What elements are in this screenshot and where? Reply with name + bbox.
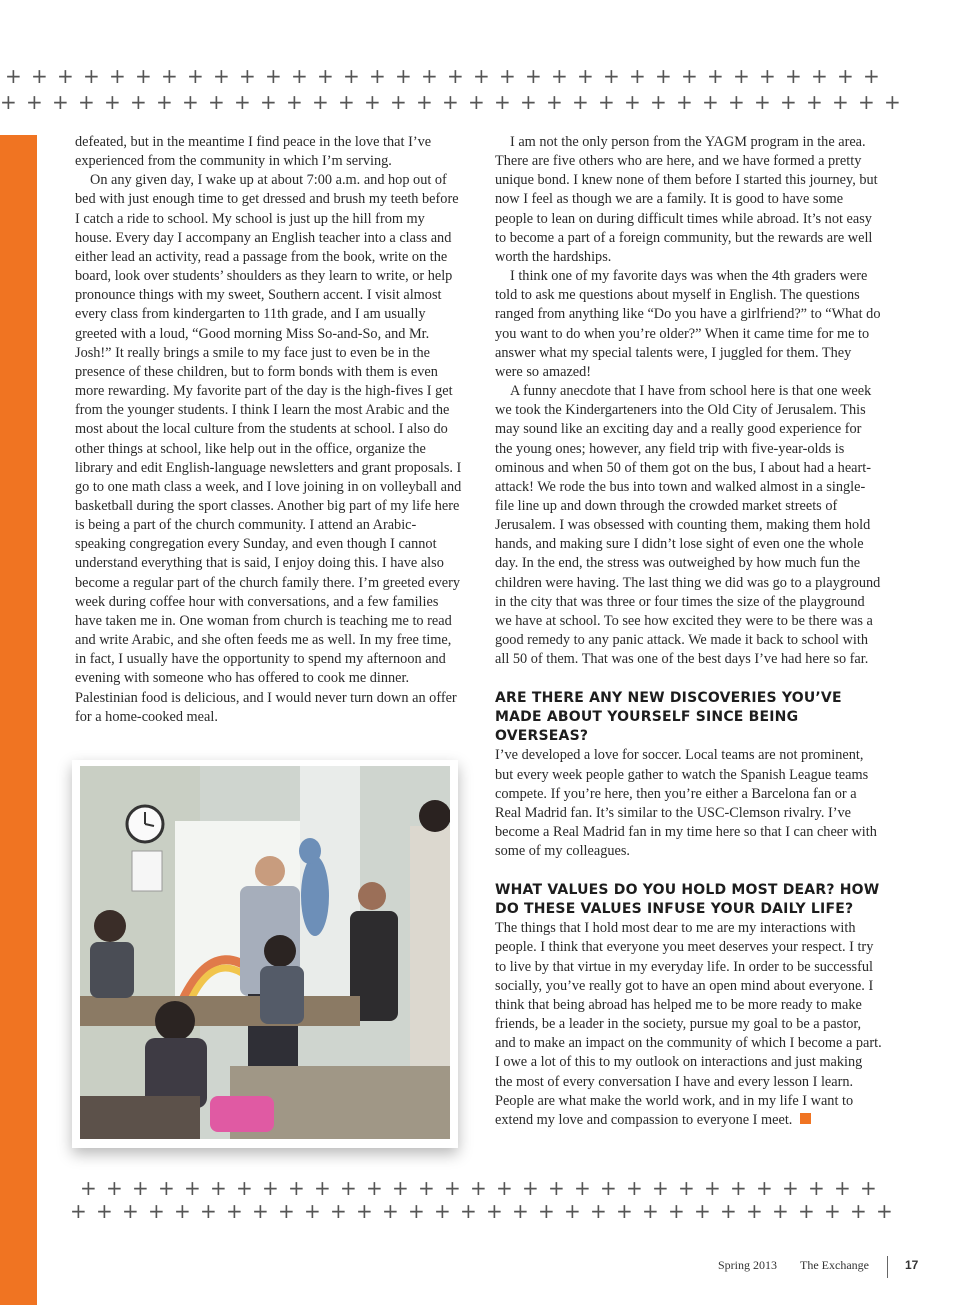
- plus-glyph: +: [288, 1178, 305, 1198]
- plus-glyph: +: [785, 66, 802, 86]
- plus-glyph: +: [486, 1201, 503, 1221]
- plus-glyph: +: [780, 92, 797, 112]
- plus-glyph: +: [772, 1201, 789, 1221]
- article-left-column: [75, 133, 462, 727]
- plus-glyph: +: [832, 92, 849, 112]
- plus-glyph: +: [5, 66, 22, 86]
- plus-glyph: +: [603, 66, 620, 86]
- plus-glyph: +: [130, 92, 147, 112]
- plus-glyph: +: [421, 66, 438, 86]
- plus-glyph: +: [655, 66, 672, 86]
- plus-glyph: +: [494, 92, 511, 112]
- plus-glyph: +: [782, 1178, 799, 1198]
- plus-glyph: +: [759, 66, 776, 86]
- plus-glyph: +: [676, 92, 693, 112]
- plus-glyph: +: [156, 92, 173, 112]
- plus-glyph: +: [577, 66, 594, 86]
- plus-glyph: +: [200, 1201, 217, 1221]
- question-heading: WHAT VALUES DO YOU HOLD MOST DEAR? HOW DO THESE VALUES INFUSE YOUR DAILY LIFE?: [495, 882, 880, 918]
- plus-glyph: +: [730, 1178, 747, 1198]
- plus-pattern-top-2: [0, 92, 960, 112]
- plus-glyph: +: [80, 1178, 97, 1198]
- plus-glyph: +: [520, 92, 537, 112]
- answer-text: The things that I hold most dear to me are my interactions with people. I think that everyone you meet deserves your respect. I try to live by that virtue in my everyday life. In order to be successful socially, you’ve really got to have an open mind about everyone. I think that being abroad has helped me to be more ready to make friends, be a leader in the society, pursue my goal to be a pastor, and to make an impact on the community of which I become a part. I owe a lot of this to my outlook on interactions and just making the most of every conversation I have and every lesson I learn. People are what make the world work, and in my life I want to extend my love and compassion to everyone I meet.: [495, 920, 882, 1128]
- plus-glyph: +: [720, 1201, 737, 1221]
- plus-glyph: +: [31, 66, 48, 86]
- footer-divider: [887, 1256, 888, 1278]
- plus-glyph: +: [317, 66, 334, 86]
- plus-glyph: +: [707, 66, 724, 86]
- plus-glyph: +: [174, 1201, 191, 1221]
- plus-glyph: +: [496, 1178, 513, 1198]
- plus-glyph: +: [811, 66, 828, 86]
- plus-glyph: +: [236, 1178, 253, 1198]
- plus-glyph: +: [733, 66, 750, 86]
- plus-glyph: +: [135, 66, 152, 86]
- body-paragraph: I think one of my favorite days was when the 4th graders were told to ask me questions about myself in English. The questions ranged from anything like “Do you have a girlfriend?” to “What do you want to do when you’re older?” When it came time for me to answer what my special talents were, I juggled for them. They were so amazed!: [495, 268, 881, 380]
- plus-glyph: +: [694, 1201, 711, 1221]
- plus-glyph: +: [226, 1201, 243, 1221]
- page-number: 17: [905, 1258, 919, 1272]
- body-paragraph: A funny anecdote that I have from school here is that one week we took the Kindergarteners into the Old City of Jerusalem. This may sound like an exciting day and a really good experience for the young ones; however, any field trip with five-year-olds is ominous and when 50 of them got on the bus, I about had a heart-attack! We rode the bus into town and walked almost in a single-file line up and down through the crowded market streets of Jerusalem. I was obsessed with counting them, making them hold hands, and making sure I didn’t lose sight of even one the whole day. In the end, the stress was outweighed by how much fun the children were having. The last thing we did was go to a playground in the city that was three or four times the size of the playground we have at school. To see how excited they were to be there was a good remedy to any panic attack. We made it back to school with all 50 of them. That was one of the best days I’ve had here so far.: [495, 383, 881, 668]
- plus-glyph: +: [395, 66, 412, 86]
- plus-glyph: +: [470, 1178, 487, 1198]
- plus-glyph: +: [330, 1201, 347, 1221]
- plus-glyph: +: [525, 66, 542, 86]
- plus-glyph: +: [340, 1178, 357, 1198]
- plus-glyph: +: [447, 66, 464, 86]
- plus-glyph: +: [408, 1201, 425, 1221]
- plus-glyph: +: [278, 1201, 295, 1221]
- plus-glyph: +: [252, 1201, 269, 1221]
- plus-glyph: +: [132, 1178, 149, 1198]
- plus-glyph: +: [884, 92, 901, 112]
- plus-glyph: +: [0, 92, 17, 112]
- plus-glyph: +: [262, 1178, 279, 1198]
- plus-glyph: +: [551, 66, 568, 86]
- plus-pattern-bottom-1: [0, 1178, 960, 1198]
- plus-glyph: +: [83, 66, 100, 86]
- plus-glyph: +: [702, 92, 719, 112]
- plus-glyph: +: [652, 1178, 669, 1198]
- plus-glyph: +: [187, 66, 204, 86]
- plus-glyph: +: [863, 66, 880, 86]
- plus-glyph: +: [678, 1178, 695, 1198]
- body-paragraph: defeated, but in the meantime I find peace in the love that I’ve experienced from the community in which I’m serving.: [75, 134, 432, 170]
- plus-glyph: +: [444, 1178, 461, 1198]
- plus-glyph: +: [442, 92, 459, 112]
- plus-glyph: +: [184, 1178, 201, 1198]
- plus-glyph: +: [182, 92, 199, 112]
- plus-glyph: +: [538, 1201, 555, 1221]
- plus-glyph: +: [746, 1201, 763, 1221]
- plus-glyph: +: [106, 1178, 123, 1198]
- plus-glyph: +: [213, 66, 230, 86]
- plus-glyph: +: [109, 66, 126, 86]
- plus-glyph: +: [600, 1178, 617, 1198]
- plus-glyph: +: [96, 1201, 113, 1221]
- plus-glyph: +: [418, 1178, 435, 1198]
- plus-glyph: +: [824, 1201, 841, 1221]
- plus-glyph: +: [629, 66, 646, 86]
- plus-glyph: +: [624, 92, 641, 112]
- plus-glyph: +: [642, 1201, 659, 1221]
- plus-glyph: +: [598, 92, 615, 112]
- plus-glyph: +: [161, 66, 178, 86]
- classroom-photo: [80, 766, 450, 1139]
- plus-pattern-bottom-2: [0, 1201, 960, 1221]
- plus-glyph: +: [314, 1178, 331, 1198]
- plus-glyph: +: [382, 1201, 399, 1221]
- plus-glyph: +: [460, 1201, 477, 1221]
- plus-glyph: +: [52, 92, 69, 112]
- plus-glyph: +: [208, 92, 225, 112]
- plus-glyph: +: [860, 1178, 877, 1198]
- plus-glyph: +: [148, 1201, 165, 1221]
- plus-glyph: +: [369, 66, 386, 86]
- plus-glyph: +: [876, 1201, 893, 1221]
- plus-glyph: +: [668, 1201, 685, 1221]
- plus-glyph: +: [356, 1201, 373, 1221]
- answer-paragraph: [495, 919, 882, 1130]
- plus-glyph: +: [304, 1201, 321, 1221]
- plus-glyph: +: [798, 1201, 815, 1221]
- plus-glyph: +: [546, 92, 563, 112]
- plus-glyph: +: [434, 1201, 451, 1221]
- question-heading: ARE THERE ANY NEW DISCOVERIES YOU’VE MADE ABOUT YOURSELF SINCE BEING OVERSEAS?: [495, 690, 842, 745]
- plus-glyph: +: [26, 92, 43, 112]
- plus-glyph: +: [704, 1178, 721, 1198]
- plus-glyph: +: [650, 92, 667, 112]
- body-paragraph: I am not the only person from the YAGM program in the area. There are five others who are here, and we have formed a pretty unique bond. I knew none of them before I started this journey, but now I feel as though we are a family. It is good to have some people to lean on during difficult times while abroad. It’s not easy to become a part of a foreign community, but the rewards are well worth the hardships.: [495, 134, 878, 265]
- plus-glyph: +: [234, 92, 251, 112]
- plus-glyph: +: [756, 1178, 773, 1198]
- plus-glyph: +: [616, 1201, 633, 1221]
- plus-glyph: +: [754, 92, 771, 112]
- end-of-article-mark: [800, 1113, 811, 1124]
- orange-side-bar: [0, 135, 37, 1305]
- footer-publication: The Exchange: [800, 1258, 869, 1272]
- plus-glyph: +: [364, 92, 381, 112]
- body-paragraph: On any given day, I wake up at about 7:00 a.m. and hop out of bed with just enough time to get dressed and brush my teeth before I catch a ride to school. My school is just up the hill from my house. Every day I accompany an English teacher into a class and either lead an activity, read a passage from the book, write on the board, look over students’ shoulders as they learn to write, or help pronounce things with my sweet, Southern accent. I visit almost every class from kindergarten to 11th grade, and I am usually greeted with a loud, “Good morning Miss So-and-So, and Mr. Josh!” It really brings a smile to my face just to even be in the presence of these children, but to form bonds with them is even more rewarding. My favorite part of the day is the high-fives I get from the younger students. I think I learn the most Arabic and the most about the local culture from the students at school. I also do other things at school, like help out in the office, organize the library and edit English-language newsletters and grant proposals. I go to one math class a week, and I love joining in on volleyball and basketball during the sport classes. Another big part of my life here is being a part of the church community. I attend an Arabic-speaking congregation every Sunday, and even though I cannot understand everything that is said, I enjoy doing this. I have also become a regular part of the church family there. I’m greeted every week during coffee hour with conversations, and a few families have taken me in. One woman from church is teaching me to read and write Arabic, and she often feeds me as well. In my free time, in fact, I usually have the opportunity to spend my afternoon and evening with someone who has offered to cook me dinner. Palestinian food is delicious, and I would never turn down an offer for a home-cooked meal.: [75, 172, 462, 725]
- plus-glyph: +: [808, 1178, 825, 1198]
- plus-glyph: +: [512, 1201, 529, 1221]
- plus-glyph: +: [564, 1201, 581, 1221]
- plus-glyph: +: [590, 1201, 607, 1221]
- plus-glyph: +: [728, 92, 745, 112]
- plus-glyph: +: [806, 92, 823, 112]
- plus-glyph: +: [392, 1178, 409, 1198]
- plus-glyph: +: [499, 66, 516, 86]
- plus-glyph: +: [265, 66, 282, 86]
- plus-glyph: +: [681, 66, 698, 86]
- plus-glyph: +: [850, 1201, 867, 1221]
- footer-issue: Spring 2013: [718, 1258, 778, 1272]
- plus-glyph: +: [522, 1178, 539, 1198]
- plus-glyph: +: [104, 92, 121, 112]
- plus-glyph: +: [858, 92, 875, 112]
- article-right-column: [495, 133, 882, 1130]
- classroom-photo-image: [80, 766, 450, 1139]
- answer-paragraph: I’ve developed a love for soccer. Local teams are not prominent, but every week people gather to watch the Spanish League teams compete. If you’re here, then you’re either a Barcelona fan or a Real Madrid fan. It’s similar to the USC-Clemson rivalry. I’ve become a Real Madrid fan in my time here so that I can cheer with some of my colleagues.: [495, 747, 877, 860]
- plus-glyph: +: [366, 1178, 383, 1198]
- plus-glyph: +: [343, 66, 360, 86]
- plus-glyph: +: [158, 1178, 175, 1198]
- plus-glyph: +: [834, 1178, 851, 1198]
- plus-glyph: +: [122, 1201, 139, 1221]
- plus-glyph: +: [572, 92, 589, 112]
- plus-glyph: +: [837, 66, 854, 86]
- plus-glyph: +: [286, 92, 303, 112]
- plus-glyph: +: [548, 1178, 565, 1198]
- plus-glyph: +: [239, 66, 256, 86]
- plus-glyph: +: [210, 1178, 227, 1198]
- plus-glyph: +: [338, 92, 355, 112]
- plus-glyph: +: [291, 66, 308, 86]
- classroom-photo-frame: [72, 760, 458, 1148]
- plus-glyph: +: [260, 92, 277, 112]
- plus-glyph: +: [57, 66, 74, 86]
- plus-glyph: +: [473, 66, 490, 86]
- plus-glyph: +: [574, 1178, 591, 1198]
- plus-glyph: +: [312, 92, 329, 112]
- plus-pattern-top-1: [0, 66, 960, 86]
- plus-glyph: +: [78, 92, 95, 112]
- plus-glyph: +: [416, 92, 433, 112]
- plus-glyph: +: [70, 1201, 87, 1221]
- plus-glyph: +: [390, 92, 407, 112]
- plus-glyph: +: [468, 92, 485, 112]
- plus-glyph: +: [626, 1178, 643, 1198]
